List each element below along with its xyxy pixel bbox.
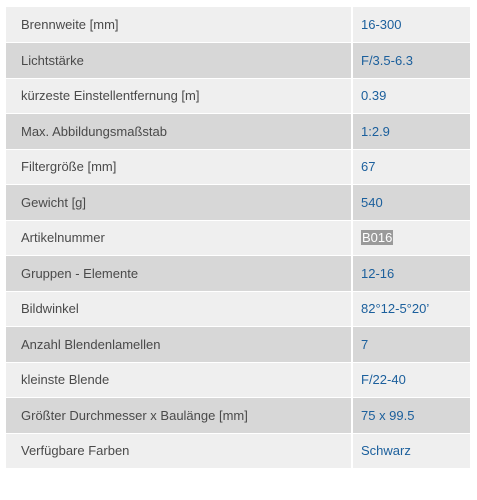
- spec-row-available-colors: [6, 433, 470, 469]
- spec-row-min-focus-distance: [6, 78, 470, 114]
- spec-value: 0.39: [352, 78, 470, 114]
- spec-label: Artikelnummer: [6, 220, 352, 256]
- spec-value: 540: [352, 185, 470, 221]
- spec-row-focal-length: [6, 7, 470, 43]
- spec-label: kleinste Blende: [6, 362, 352, 398]
- spec-row-aperture: [6, 43, 470, 79]
- selected-text-highlight[interactable]: B016: [362, 230, 393, 246]
- spec-table: [6, 7, 470, 469]
- spec-table-body: [6, 7, 470, 469]
- spec-value: Schwarz: [352, 433, 470, 469]
- spec-value: 1:2.9: [352, 114, 470, 150]
- spec-label: Gruppen - Elemente: [6, 256, 352, 292]
- spec-row-angle-of-view: [6, 291, 470, 327]
- spec-value: 7: [352, 327, 470, 363]
- spec-row-aperture-blades: [6, 327, 470, 363]
- spec-value: 75 x 99.5: [352, 398, 470, 434]
- spec-row-article-number: [6, 220, 470, 256]
- spec-row-filter-size: [6, 149, 470, 185]
- spec-label: Gewicht [g]: [6, 185, 352, 221]
- spec-row-groups-elements: [6, 256, 470, 292]
- spec-label: Bildwinkel: [6, 291, 352, 327]
- spec-label: Brennweite [mm]: [6, 7, 352, 43]
- spec-row-weight: [6, 185, 470, 221]
- spec-value: F/22-40: [352, 362, 470, 398]
- spec-label: Lichtstärke: [6, 43, 352, 79]
- spec-label: Größter Durchmesser x Baulänge [mm]: [6, 398, 352, 434]
- spec-row-max-magnification: [6, 114, 470, 150]
- spec-label: Anzahl Blendenlamellen: [6, 327, 352, 363]
- spec-label: kürzeste Einstellentfernung [m]: [6, 78, 352, 114]
- spec-value-cell: [352, 220, 470, 256]
- spec-value: 67: [352, 149, 470, 185]
- spec-value: 12-16: [352, 256, 470, 292]
- spec-row-min-aperture: [6, 362, 470, 398]
- spec-label: Filtergröße [mm]: [6, 149, 352, 185]
- spec-row-dimensions: [6, 398, 470, 434]
- spec-value: F/3.5-6.3: [352, 43, 470, 79]
- spec-label: Max. Abbildungsmaßstab: [6, 114, 352, 150]
- spec-label: Verfügbare Farben: [6, 433, 352, 469]
- spec-value: 82°12-5°20’: [352, 291, 470, 327]
- spec-value: 16-300: [352, 7, 470, 43]
